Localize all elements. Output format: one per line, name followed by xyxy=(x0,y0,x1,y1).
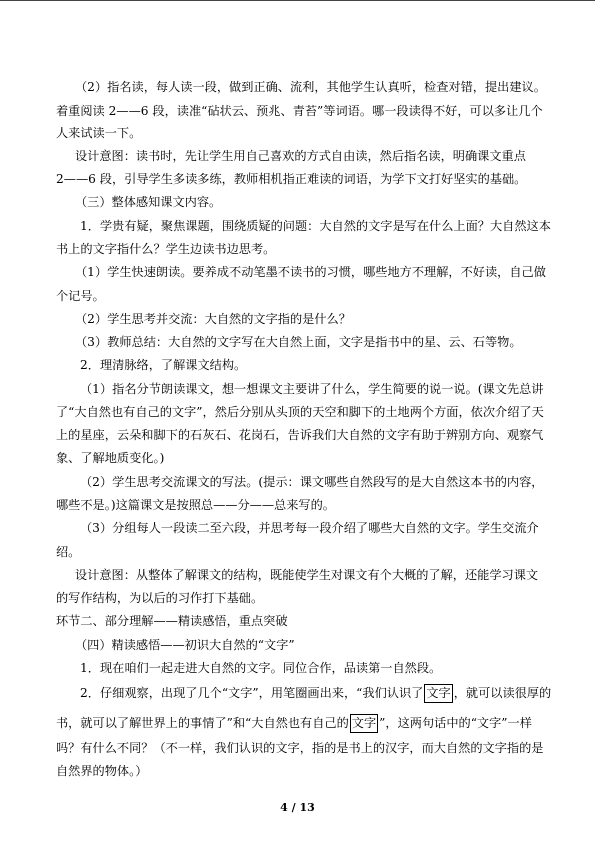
paragraph-line: 书上的文字指什么？学生边读书边思考。 xyxy=(56,242,276,256)
paragraph-line: 1．现在咱们一起走进大自然的文字。同位合作，品读第一自然段。 xyxy=(80,661,442,675)
paragraph-line: 吗？有什么不同？（不一样，我们认识的文字，指的是书上的汉字，而大自然的文字指的是 xyxy=(56,741,544,755)
paragraph-line: （3）教师总结：大自然的文字写在大自然上面，文字是指书中的星、云、石等物。 xyxy=(75,335,522,349)
paragraph-line: （2）指名读，每人读一段，做到正确、流利，其他学生认真听，检查对错，提出建议。 xyxy=(75,80,546,94)
paragraph-line: （1）指名分节朗读课文，想一想课文主要讲了什么，学生简要的说一说。(课文先总讲 xyxy=(80,382,544,396)
paragraph-line: 自然界的物体。） xyxy=(56,764,148,778)
paragraph-line: 绍。 xyxy=(56,545,81,559)
paragraph-line: 2——6 段，引导学生多读多练，教师相机指正难读的词语，为学下文打好坚实的基础。 xyxy=(56,172,527,186)
paragraph-line: 设计意图：读书时，先让学生用自己喜欢的方式自由读，然后指名读，明确课文重点 xyxy=(75,149,526,163)
paragraph-line: 2．理清脉络，了解课文结构。 xyxy=(80,358,247,372)
paragraph-line: （1）学生快速朗读。要养成不动笔墨不读书的习惯，哪些地方不理解，不好读，自己做 xyxy=(75,265,546,279)
section-heading: （四）精读感悟——初识大自然的“文字” xyxy=(75,638,295,652)
page-number: 4 / 13 xyxy=(280,801,315,814)
paragraph-line: 上的星座，云朵和脚下的石灰石、花岗石，告诉我们大自然的文字有助于辨别方向、观察气 xyxy=(56,428,544,442)
paragraph-line: （3）分组每人一段读二至六段，并思考每一段介绍了哪些大自然的文字。学生交流介 xyxy=(80,521,539,535)
paragraph-line: 的写作结构，为以后的习作打下基础。 xyxy=(56,591,264,605)
section-heading: 环节二、部分理解——精读感悟，重点突破 xyxy=(56,614,288,628)
paragraph-line: 1．学贵有疑，聚焦课题，围绕质疑的问题：大自然的文字是写在什么上面？大自然这本 xyxy=(80,219,551,233)
text-run: 2．仔细观察，出现了几个“文字”，用笔圈画出来，“我们认识了 xyxy=(80,686,424,700)
paragraph-line: 象、了解地质变化。) xyxy=(56,451,165,465)
paragraph-line: 着重阅读 2——6 段，读准“砧状云、预兆、青苔”等词语。哪一段读得不好，可以多让几个 xyxy=(56,104,543,118)
paragraph-line: 了“大自然也有自己的文字”，然后分别从头顶的天空和脚下的土地两个方面，依次介绍了天 xyxy=(56,405,544,419)
paragraph-line: （2）学生思考交流课文的写法。(提示：课文哪些自然段写的是大自然这本书的内容， xyxy=(80,475,544,489)
section-heading: （三）整体感知课文内容。 xyxy=(75,195,222,209)
paragraph-line: （2）学生思考并交流：大自然的文字指的是什么？ xyxy=(75,312,351,326)
text-run: ，就可以读很厚的 xyxy=(453,686,552,700)
boxed-word: 文字 xyxy=(350,714,378,733)
paragraph-line: 哪些不是。)这篇课文是按照总——分——总来写的。 xyxy=(56,498,335,512)
paragraph-line: 人来试读一下。 xyxy=(56,126,142,140)
boxed-word: 文字 xyxy=(424,684,452,703)
paragraph-line: 设计意图：从整体了解课文的结构，既能使学生对课文有个大概的了解，还能学习课文 xyxy=(75,568,539,582)
text-run: ”，这两句话中的“文字”一样 xyxy=(379,716,532,730)
paragraph-line xyxy=(80,684,551,703)
paragraph-line: 个记号。 xyxy=(56,289,105,303)
paragraph-line xyxy=(56,714,532,733)
text-run: 书，就可以了解世界上的事情了”和“大自然也有自己的 xyxy=(56,716,349,730)
